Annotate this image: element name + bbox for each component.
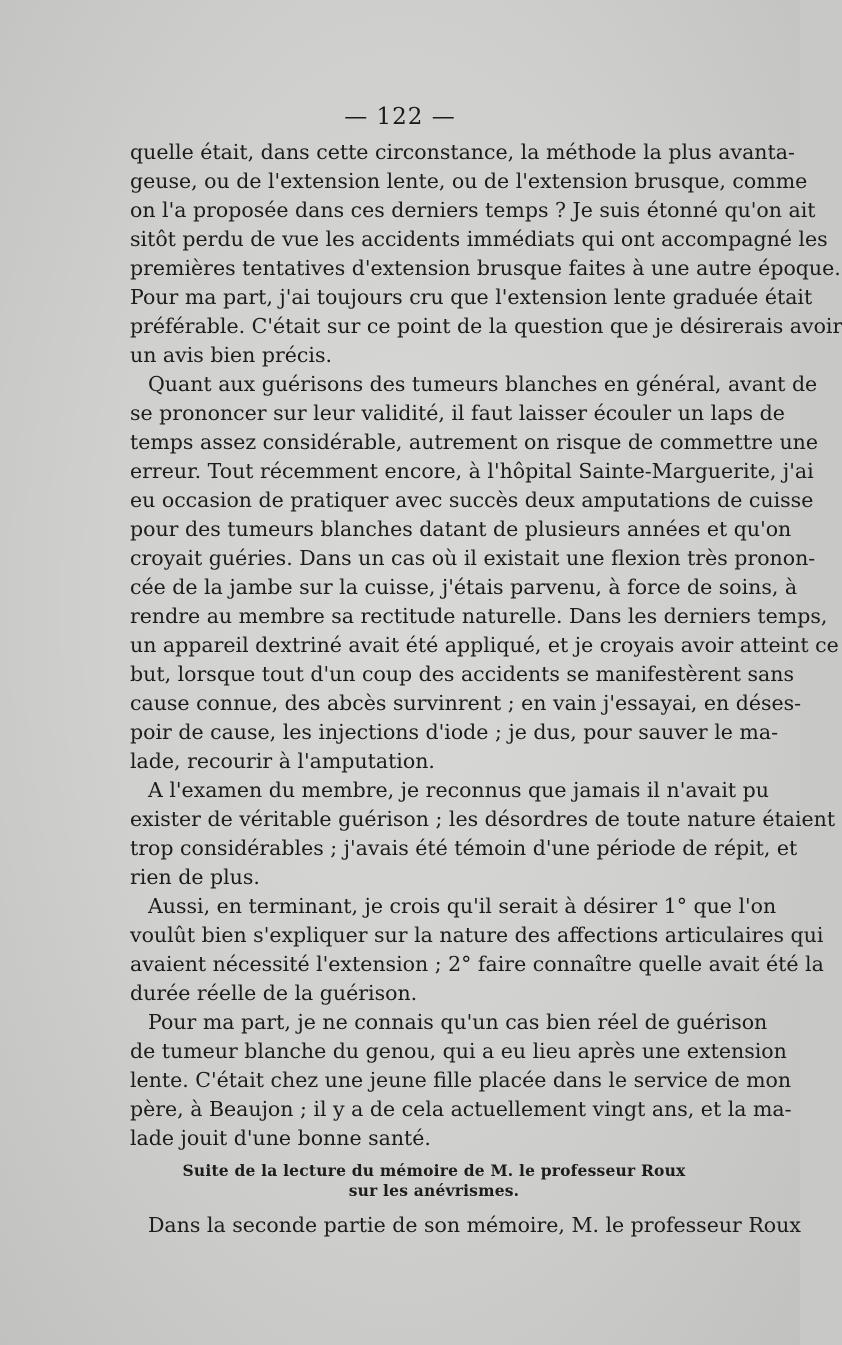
text-line: se prononcer sur leur validité, il faut laisser écouler un laps de xyxy=(130,401,785,425)
section-heading xyxy=(130,1161,738,1201)
text-line: croyait guéries. Dans un cas où il existait une flexion très pronon- xyxy=(130,546,816,570)
text-line: exister de véritable guérison ; les désordres de toute nature étaient xyxy=(130,807,836,831)
text-line: cause connue, des abcès survinrent ; en vain j'essayai, en déses- xyxy=(130,691,802,715)
text-line: trop considérables ; j'avais été témoin d'une période de répit, et xyxy=(130,836,798,860)
text-line: quelle était, dans cette circonstance, la méthode la plus avanta- xyxy=(130,140,795,164)
text-line: Dans la seconde partie de son mémoire, M. le professeur Roux xyxy=(148,1213,801,1237)
text-line: un appareil dextriné avait été appliqué, et je croyais avoir atteint ce xyxy=(130,633,839,657)
text-line: pour des tumeurs blanches datant de plusieurs années et qu'on xyxy=(130,517,792,541)
paragraph-1 xyxy=(130,138,842,370)
text-line: rien de plus. xyxy=(130,865,260,889)
paragraph-3 xyxy=(130,776,836,892)
text-line: lente. C'était chez une jeune fille placée dans le service de mon xyxy=(130,1068,792,1092)
text-line: sitôt perdu de vue les accidents immédiats qui ont accompagné les xyxy=(130,227,828,251)
text-line: voulût bien s'expliquer sur la nature des affections articulaires qui xyxy=(130,923,824,947)
text-line: un avis bien précis. xyxy=(130,343,332,367)
text-line: préférable. C'était sur ce point de la question que je désirerais avoir xyxy=(130,314,842,338)
text-line: Pour ma part, je ne connais qu'un cas bien réel de guérison xyxy=(148,1010,768,1034)
page-number: — 122 — xyxy=(344,104,456,130)
text-line: père, à Beaujon ; il y a de cela actuellement vingt ans, et la ma- xyxy=(130,1097,792,1121)
text-line: Pour ma part, j'ai toujours cru que l'extension lente graduée était xyxy=(130,285,813,309)
text-line: poir de cause, les injections d'iode ; je dus, pour sauver le ma- xyxy=(130,720,779,744)
text-line: A l'examen du membre, je reconnus que jamais il n'avait pu xyxy=(148,778,769,802)
body-text xyxy=(130,138,842,1240)
section-heading-line: sur les anévrismes. xyxy=(348,1181,520,1200)
paragraph-5 xyxy=(130,1008,792,1153)
text-line: avaient nécessité l'extension ; 2° faire connaître quelle avait été la xyxy=(130,952,824,976)
text-line: lade, recourir à l'amputation. xyxy=(130,749,435,773)
text-line: cée de la jambe sur la cuisse, j'étais parvenu, à force de soins, à xyxy=(130,575,798,599)
text-line: on l'a proposée dans ces derniers temps ? Je suis étonné qu'on ait xyxy=(130,198,816,222)
text-line: durée réelle de la guérison. xyxy=(130,981,418,1005)
section-heading-line: Suite de la lecture du mémoire de M. le professeur Roux xyxy=(182,1161,686,1180)
text-line: eu occasion de pratiquer avec succès deux amputations de cuisse xyxy=(130,488,814,512)
text-line: premières tentatives d'extension brusque faites à une autre époque. xyxy=(130,256,841,280)
text-line: Quant aux guérisons des tumeurs blanches en général, avant de xyxy=(148,372,818,396)
paragraph-2 xyxy=(130,370,839,776)
text-line: lade jouit d'une bonne santé. xyxy=(130,1126,431,1150)
text-line: temps assez considérable, autrement on risque de commettre une xyxy=(130,430,819,454)
text-line: Aussi, en terminant, je crois qu'il serait à désirer 1° que l'on xyxy=(148,894,777,918)
text-line: but, lorsque tout d'un coup des accidents se manifestèrent sans xyxy=(130,662,794,686)
text-line: geuse, ou de l'extension lente, ou de l'extension brusque, comme xyxy=(130,169,808,193)
paragraph-4 xyxy=(130,892,824,1008)
closing-paragraph xyxy=(130,1211,801,1240)
text-line: erreur. Tout récemment encore, à l'hôpital Sainte-Marguerite, j'ai xyxy=(130,459,814,483)
text-line: de tumeur blanche du genou, qui a eu lieu après une extension xyxy=(130,1039,787,1063)
text-line: rendre au membre sa rectitude naturelle. Dans les derniers temps, xyxy=(130,604,828,628)
